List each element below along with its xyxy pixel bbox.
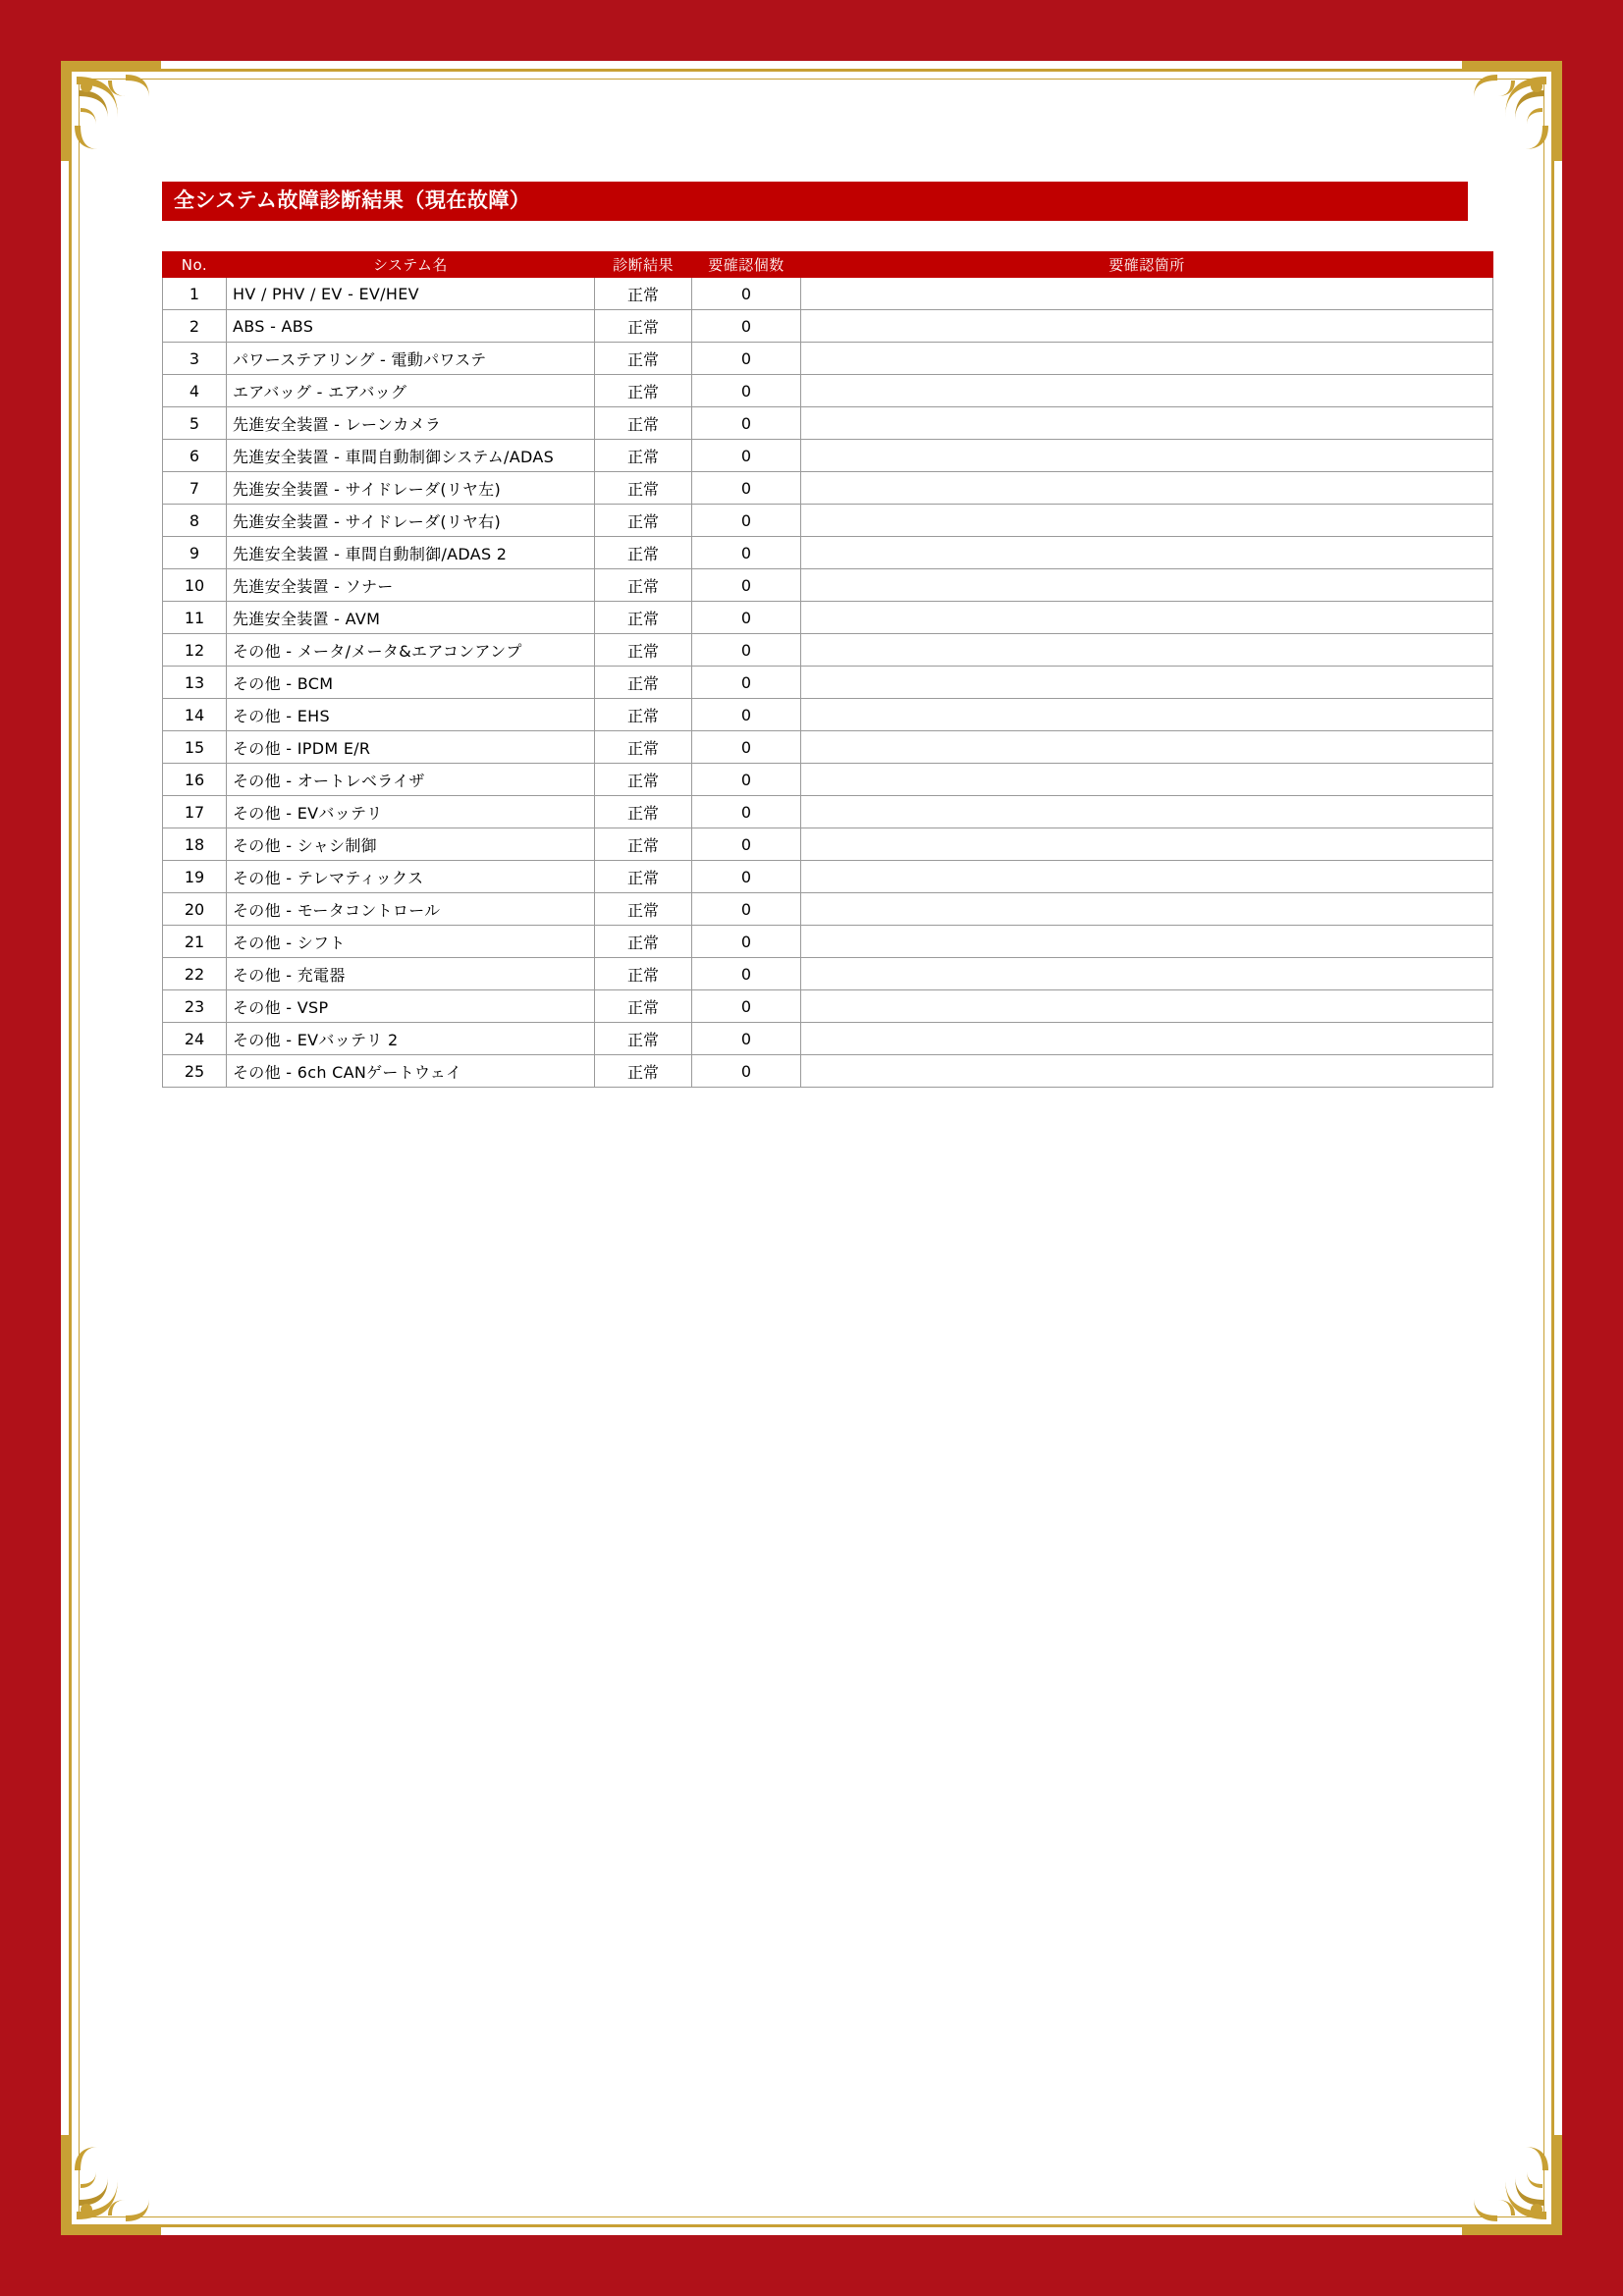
cell-system: その他 - 充電器	[227, 958, 595, 990]
cell-count: 0	[692, 990, 801, 1023]
cell-system: その他 - シャシ制御	[227, 828, 595, 861]
cell-result: 正常	[595, 634, 692, 667]
page-title: 全システム故障診断結果（現在故障）	[162, 182, 1468, 221]
cell-no: 11	[163, 602, 227, 634]
table-header	[163, 252, 1493, 278]
cell-count: 0	[692, 440, 801, 472]
cell-result: 正常	[595, 278, 692, 310]
cell-system: 先進安全装置 - ソナー	[227, 569, 595, 602]
cell-place	[801, 1023, 1493, 1055]
cell-no: 17	[163, 796, 227, 828]
cell-result: 正常	[595, 893, 692, 926]
cell-count: 0	[692, 472, 801, 505]
document-content	[162, 182, 1468, 1088]
cell-result: 正常	[595, 764, 692, 796]
table-row	[163, 537, 1493, 569]
cell-result: 正常	[595, 602, 692, 634]
cell-result: 正常	[595, 1023, 692, 1055]
cell-system: パワーステアリング - 電動パワステ	[227, 343, 595, 375]
cell-result: 正常	[595, 343, 692, 375]
cell-result: 正常	[595, 407, 692, 440]
cell-system: その他 - VSP	[227, 990, 595, 1023]
cell-place	[801, 569, 1493, 602]
cell-count: 0	[692, 634, 801, 667]
cell-no: 5	[163, 407, 227, 440]
cell-system: 先進安全装置 - サイドレーダ(リヤ右)	[227, 505, 595, 537]
cell-result: 正常	[595, 861, 692, 893]
cell-place	[801, 667, 1493, 699]
cell-place	[801, 407, 1493, 440]
cell-place	[801, 926, 1493, 958]
cell-system: その他 - IPDM E/R	[227, 731, 595, 764]
cell-place	[801, 602, 1493, 634]
cell-place	[801, 893, 1493, 926]
cell-result: 正常	[595, 796, 692, 828]
cell-count: 0	[692, 958, 801, 990]
cell-result: 正常	[595, 699, 692, 731]
cell-count: 0	[692, 505, 801, 537]
cell-no: 18	[163, 828, 227, 861]
table-row	[163, 407, 1493, 440]
cell-result: 正常	[595, 731, 692, 764]
table-row	[163, 828, 1493, 861]
table-row	[163, 440, 1493, 472]
cell-place	[801, 440, 1493, 472]
table-row	[163, 861, 1493, 893]
cell-system: その他 - オートレベライザ	[227, 764, 595, 796]
cell-place	[801, 375, 1493, 407]
cell-no: 9	[163, 537, 227, 569]
table-row	[163, 569, 1493, 602]
cell-place	[801, 310, 1493, 343]
table-header-row	[163, 252, 1493, 278]
cell-no: 12	[163, 634, 227, 667]
cell-system: その他 - EVバッテリ 2	[227, 1023, 595, 1055]
table-row	[163, 343, 1493, 375]
cell-count: 0	[692, 375, 801, 407]
cell-no: 2	[163, 310, 227, 343]
cell-no: 14	[163, 699, 227, 731]
cell-result: 正常	[595, 472, 692, 505]
cell-count: 0	[692, 278, 801, 310]
cell-result: 正常	[595, 440, 692, 472]
table-row	[163, 310, 1493, 343]
cell-count: 0	[692, 731, 801, 764]
cell-result: 正常	[595, 828, 692, 861]
table-row	[163, 1055, 1493, 1088]
cell-no: 25	[163, 1055, 227, 1088]
cell-no: 6	[163, 440, 227, 472]
table-row	[163, 990, 1493, 1023]
cell-count: 0	[692, 1055, 801, 1088]
cell-result: 正常	[595, 926, 692, 958]
table-body	[163, 278, 1493, 1088]
column-header-system: システム名	[227, 252, 595, 278]
cell-system: 先進安全装置 - サイドレーダ(リヤ左)	[227, 472, 595, 505]
table-row	[163, 926, 1493, 958]
cell-no: 23	[163, 990, 227, 1023]
cell-place	[801, 1055, 1493, 1088]
column-header-count: 要確認個数	[692, 252, 801, 278]
column-header-result: 診断結果	[595, 252, 692, 278]
cell-result: 正常	[595, 310, 692, 343]
cell-place	[801, 731, 1493, 764]
cell-place	[801, 472, 1493, 505]
cell-place	[801, 505, 1493, 537]
cell-place	[801, 343, 1493, 375]
cell-place	[801, 699, 1493, 731]
cell-place	[801, 278, 1493, 310]
cell-system: 先進安全装置 - 車間自動制御システム/ADAS	[227, 440, 595, 472]
cell-no: 16	[163, 764, 227, 796]
cell-count: 0	[692, 1023, 801, 1055]
cell-count: 0	[692, 407, 801, 440]
table-row	[163, 472, 1493, 505]
cell-system: その他 - モータコントロール	[227, 893, 595, 926]
cell-system: その他 - EVバッテリ	[227, 796, 595, 828]
table-row	[163, 699, 1493, 731]
cell-no: 24	[163, 1023, 227, 1055]
cell-no: 1	[163, 278, 227, 310]
cell-count: 0	[692, 828, 801, 861]
cell-no: 15	[163, 731, 227, 764]
cell-place	[801, 537, 1493, 569]
table-row	[163, 505, 1493, 537]
column-header-no: No.	[163, 252, 227, 278]
cell-count: 0	[692, 796, 801, 828]
cell-place	[801, 990, 1493, 1023]
cell-count: 0	[692, 764, 801, 796]
cell-place	[801, 958, 1493, 990]
cell-no: 19	[163, 861, 227, 893]
table-row	[163, 602, 1493, 634]
table-row	[163, 634, 1493, 667]
cell-no: 20	[163, 893, 227, 926]
table-row	[163, 278, 1493, 310]
cell-count: 0	[692, 667, 801, 699]
cell-system: その他 - EHS	[227, 699, 595, 731]
cell-count: 0	[692, 861, 801, 893]
cell-no: 21	[163, 926, 227, 958]
table-row	[163, 764, 1493, 796]
cell-system: その他 - 6ch CANゲートウェイ	[227, 1055, 595, 1088]
table-row	[163, 731, 1493, 764]
cell-place	[801, 861, 1493, 893]
table-row	[163, 796, 1493, 828]
cell-system: その他 - メータ/メータ&エアコンアンプ	[227, 634, 595, 667]
cell-count: 0	[692, 699, 801, 731]
cell-system: 先進安全装置 - AVM	[227, 602, 595, 634]
cell-result: 正常	[595, 1055, 692, 1088]
cell-system: その他 - テレマティックス	[227, 861, 595, 893]
cell-result: 正常	[595, 537, 692, 569]
cell-system: その他 - BCM	[227, 667, 595, 699]
cell-count: 0	[692, 602, 801, 634]
cell-result: 正常	[595, 569, 692, 602]
cell-no: 13	[163, 667, 227, 699]
cell-place	[801, 796, 1493, 828]
cell-system: HV / PHV / EV - EV/HEV	[227, 278, 595, 310]
cell-count: 0	[692, 569, 801, 602]
cell-system: 先進安全装置 - レーンカメラ	[227, 407, 595, 440]
cell-count: 0	[692, 343, 801, 375]
cell-no: 22	[163, 958, 227, 990]
cell-result: 正常	[595, 505, 692, 537]
cell-result: 正常	[595, 958, 692, 990]
cell-no: 4	[163, 375, 227, 407]
cell-no: 10	[163, 569, 227, 602]
cell-system: その他 - シフト	[227, 926, 595, 958]
cell-place	[801, 828, 1493, 861]
diagnostic-results-table	[162, 251, 1493, 1088]
table-row	[163, 667, 1493, 699]
cell-result: 正常	[595, 375, 692, 407]
cell-no: 3	[163, 343, 227, 375]
table-row	[163, 1023, 1493, 1055]
column-header-place: 要確認箇所	[801, 252, 1493, 278]
cell-place	[801, 764, 1493, 796]
cell-system: 先進安全装置 - 車間自動制御/ADAS 2	[227, 537, 595, 569]
cell-system: エアバッグ - エアバッグ	[227, 375, 595, 407]
cell-system: ABS - ABS	[227, 310, 595, 343]
table-row	[163, 958, 1493, 990]
cell-no: 7	[163, 472, 227, 505]
cell-result: 正常	[595, 990, 692, 1023]
table-row	[163, 375, 1493, 407]
cell-no: 8	[163, 505, 227, 537]
cell-count: 0	[692, 537, 801, 569]
cell-place	[801, 634, 1493, 667]
cell-count: 0	[692, 310, 801, 343]
cell-count: 0	[692, 926, 801, 958]
cell-result: 正常	[595, 667, 692, 699]
table-row	[163, 893, 1493, 926]
cell-count: 0	[692, 893, 801, 926]
